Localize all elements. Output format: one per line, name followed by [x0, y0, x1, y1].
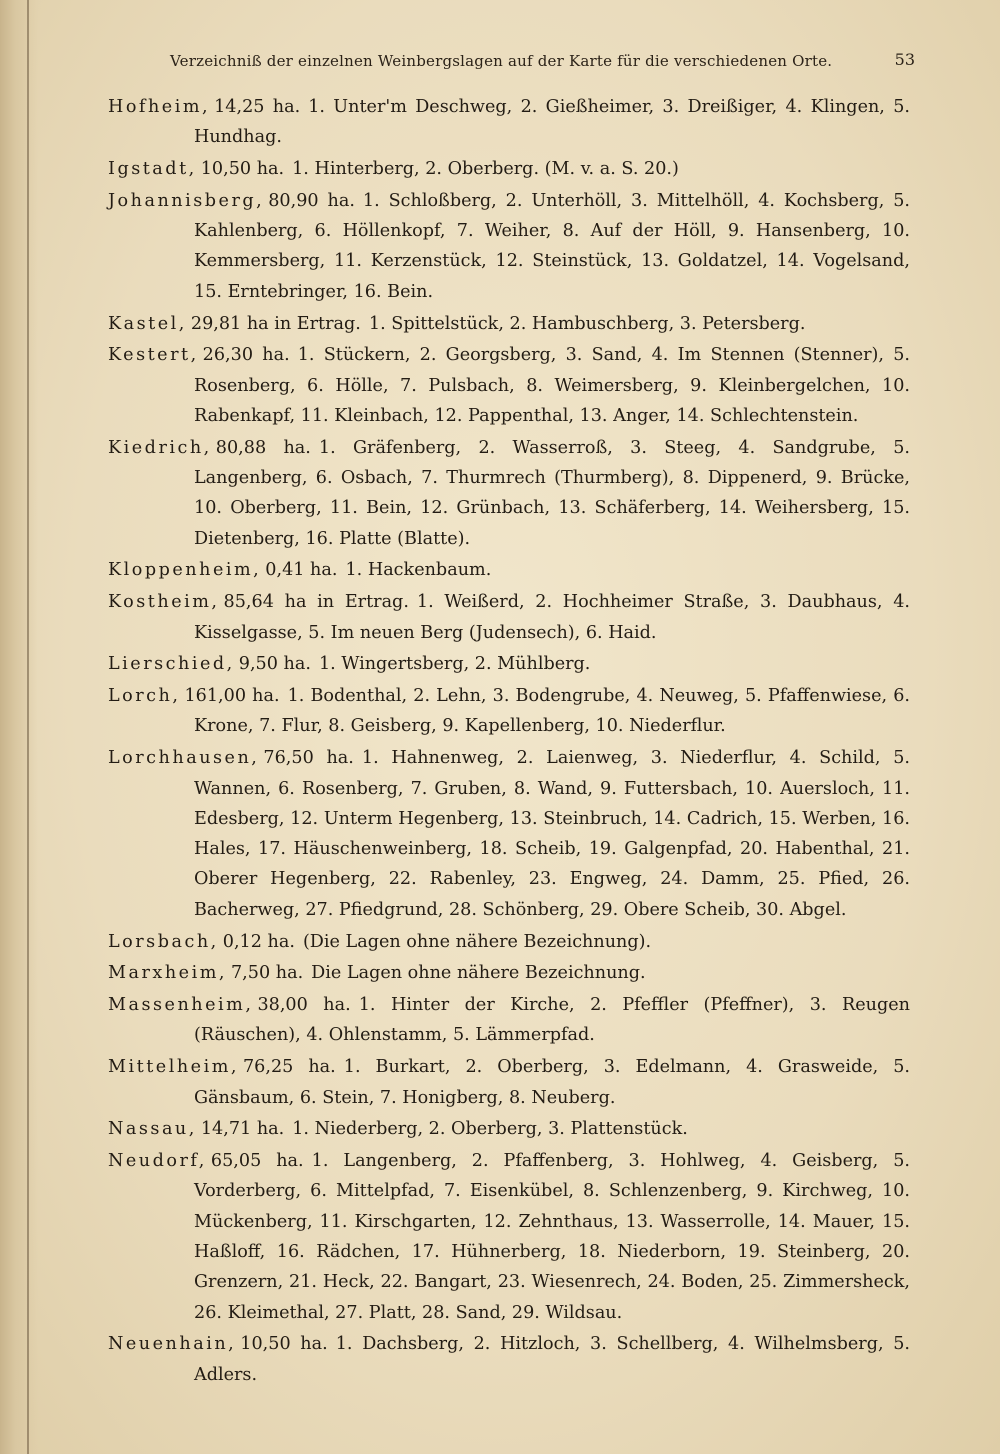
entry-massenheim	[108, 990, 910, 1051]
entry-johannisberg	[108, 186, 910, 307]
entry-text: 1. Hahnenweg, 2. Laienweg, 3. Niederflur, 4. Schild, 5. Wannen, 6. Rosenberg, 7. Gruben, 8. Wand, 9. Futtersbach, 10. Auersloch, 11. Edesberg, 12. Unterm Hegenberg, 13. Steinbruch, 14. Cadrich, 15. Werben, 16. Hales, 17. Häuschenweinberg, 18. Scheib, 19. Galgenpfad, 20. Habenthal, 21. Oberer Hegenberg, 22. Rabenley, 23. Engweg, 24. Damm, 25. Pfied, 26. Bacherweg, 27. Pfiedgrund, 28. Schönberg, 29. Obere Scheib, 30. Abgel.	[194, 748, 910, 920]
entry-area: 0,12 ha.	[222, 931, 295, 952]
running-header	[100, 50, 915, 74]
entry-text: 1. Dachsberg, 2. Hitzloch, 3. Schellberg, 4. Wilhelmsberg, 5. Adlers.	[194, 1334, 911, 1385]
entry-text: 1. Spittelstück, 2. Hambuschberg, 3. Petersberg.	[368, 313, 806, 334]
entry-place: Kostheim,	[108, 592, 220, 613]
entry-place: Neuenhain,	[108, 1334, 237, 1355]
entry-lorsbach	[108, 927, 910, 957]
entry-area: 161,00 ha.	[184, 686, 280, 707]
entry-text: 1. Wingertsberg, 2. Mühlberg.	[318, 654, 591, 675]
entry-kloppenheim	[108, 555, 910, 585]
entry-place: Johannisberg,	[108, 190, 265, 211]
entry-area: 80,90 ha.	[268, 190, 355, 211]
entry-area: 14,71 ha.	[200, 1119, 285, 1140]
entry-lorchhausen	[108, 743, 910, 925]
entry-area: 7,50 ha.	[230, 963, 304, 984]
entry-text: 1. Burkart, 2. Oberberg, 3. Edelmann, 4. Grasweide, 5. Gänsbaum, 6. Stein, 7. Honigberg, 8. Neuberg.	[194, 1057, 911, 1108]
entry-area: 85,64 ha in Ertrag.	[223, 592, 409, 613]
entry-text: 1. Hackenbaum.	[345, 560, 492, 581]
entry-marxheim	[108, 958, 910, 988]
entry-hofheim	[108, 92, 910, 153]
entry-text: Die Lagen ohne nähere Bezeichnung.	[311, 963, 646, 984]
entry-place: Kiedrich,	[108, 437, 212, 458]
entry-place: Lorch,	[108, 686, 181, 707]
page-binding-shadow	[0, 0, 38, 1454]
entry-place: Nassau,	[108, 1119, 197, 1140]
entry-place: Kestert,	[108, 345, 199, 366]
entry-lorch	[108, 681, 910, 742]
entry-place: Igstadt,	[108, 159, 197, 180]
entry-text: 1. Stückern, 2. Georgsberg, 3. Sand, 4. Im Stennen (Stenner), 5. Rosenberg, 6. Hölle, 7. Pulsbach, 8. Weimersberg, 9. Kleinbergelchen, 10. Rabenkapf, 11. Kleinbach, 12. Pappenthal, 13. Anger, 14. Schlechtenstein.	[194, 345, 910, 426]
entries-list	[108, 92, 910, 1391]
entry-area: 38,00 ha.	[257, 995, 351, 1016]
entry-text: 1. Hinterberg, 2. Oberberg. (M. v. a. S. 20.)	[292, 159, 679, 180]
entry-text: 1. Schloßberg, 2. Unterhöll, 3. Mittelhöll, 4. Kochsberg, 5. Kahlenberg, 6. Höllenkopf, 7. Weiher, 8. Auf der Höll, 9. Hansenberg, 10. Kemmersberg, 11. Kerzenstück, 12. Steinstück, 13. Goldatzel, 14. Vogelsand, 15. Erntebringer, 16. Bein.	[194, 190, 911, 302]
entry-neudorf	[108, 1146, 910, 1328]
entry-text: 1. Gräfenberg, 2. Wasserroß, 3. Steeg, 4. Sandgrube, 5. Langenberg, 6. Osbach, 7. Thurmrech (Thurmberg), 8. Dippenerd, 9. Brücke, 10. Oberberg, 11. Bein, 12. Grünbach, 13. Schäferberg, 14. Weihersberg, 15. Dietenberg, 16. Platte (Blatte).	[194, 437, 910, 549]
entry-area: 29,81 ha in Ertrag.	[190, 313, 361, 334]
entry-place: Lorsbach,	[108, 931, 219, 952]
entry-area: 9,50 ha.	[238, 654, 311, 675]
entry-neuenhain	[108, 1329, 910, 1390]
entry-area: 80,88 ha.	[215, 437, 311, 458]
entry-text: 1. Niederberg, 2. Oberberg, 3. Plattenstück.	[292, 1119, 688, 1140]
entry-kastel	[108, 309, 910, 339]
entry-kostheim	[108, 587, 910, 648]
entry-place: Marxheim,	[108, 963, 227, 984]
entry-place: Kastel,	[108, 313, 187, 334]
entry-area: 0,41 ha.	[265, 560, 338, 581]
entry-area: 76,50 ha.	[263, 748, 354, 769]
entry-place: Kloppenheim,	[108, 560, 262, 581]
entry-area: 76,25 ha.	[242, 1057, 336, 1078]
entry-text: 1. Bodenthal, 2. Lehn, 3. Bodengrube, 4. Neuweg, 5. Pfaffenwiese, 6. Krone, 7. Flur, 8. Geisberg, 9. Kapellenberg, 10. Niederflur.	[194, 686, 910, 737]
entry-area: 10,50 ha.	[200, 159, 285, 180]
entry-area: 10,50 ha.	[240, 1334, 328, 1355]
entry-place: Hofheim,	[108, 97, 211, 117]
entry-area: 14,25 ha.	[214, 97, 301, 117]
page-number: 53	[894, 50, 915, 69]
entry-text: (Die Lagen ohne nähere Bezeichnung).	[302, 931, 652, 952]
entry-place: Neudorf,	[108, 1151, 207, 1172]
entry-nassau	[108, 1114, 910, 1144]
entry-place: Lorchhausen,	[108, 748, 260, 769]
entry-area: 26,30 ha.	[202, 345, 290, 366]
entry-text: 1. Unter'm Deschweg, 2. Gießheimer, 3. Dreißiger, 4. Klingen, 5. Hundhag.	[194, 97, 911, 148]
entry-igstadt	[108, 154, 910, 184]
entry-lierschied	[108, 649, 910, 679]
entry-place: Massenheim,	[108, 995, 254, 1016]
entry-kestert	[108, 340, 910, 431]
entry-text: 1. Hinter der Kirche, 2. Pfeffler (Pfeffner), 3. Reugen (Räuschen), 4. Ohlenstamm, 5. Lämmerpfad.	[194, 995, 910, 1046]
entry-text: 1. Langenberg, 2. Pfaffenberg, 3. Hohlweg, 4. Geisberg, 5. Vorderberg, 6. Mittelpfad, 7. Eisenkübel, 8. Schlenzenberg, 9. Kirchweg, 10. Mückenberg, 11. Kirschgarten, 12. Zehnthaus, 13. Wasserrolle, 14. Mauer, 15. Haßloff, 16. Rädchen, 17. Hühnerberg, 18. Niederborn, 19. Steinberg, 20. Grenzern, 21. Heck, 22. Bangart, 23. Wiesenrech, 24. Boden, 25. Zimmersheck, 26. Kleimethal, 27. Platt, 28. Sand, 29. Wildsau.	[194, 1151, 910, 1323]
entry-place: Mittelheim,	[108, 1057, 239, 1078]
entry-mittelheim	[108, 1052, 910, 1113]
entry-place: Lierschied,	[108, 654, 235, 675]
entry-area: 65,05 ha.	[210, 1151, 304, 1172]
header-title: Verzeichniß der einzelnen Weinbergslagen auf der Karte für die verschiedenen Orte.	[170, 52, 833, 70]
entry-kiedrich	[108, 433, 910, 554]
page-edge-line	[27, 0, 29, 1454]
entry-text: 1. Weißerd, 2. Hochheimer Straße, 3. Daubhaus, 4. Kisselgasse, 5. Im neuen Berg (Judensech), 6. Haid.	[194, 592, 910, 643]
